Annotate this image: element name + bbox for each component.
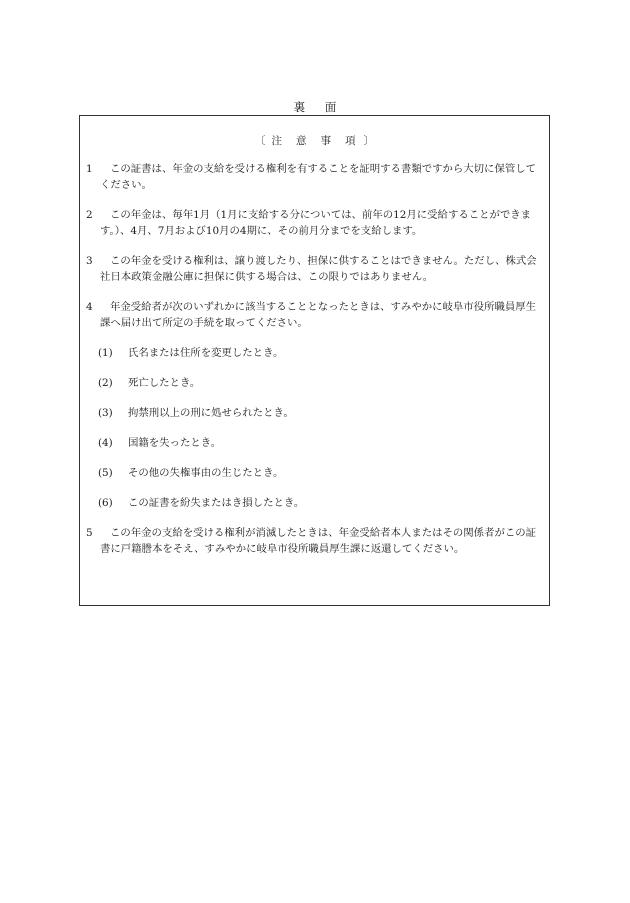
condition-text: 国籍を失ったとき。 <box>128 437 222 449</box>
condition-number: (6) <box>98 497 113 509</box>
condition-text: 拘禁刑以上の刑に処せられたとき。 <box>128 407 294 419</box>
condition-item <box>86 405 544 421</box>
condition-text: その他の失権事由の生じたとき。 <box>128 467 284 479</box>
title-char: 項 <box>345 135 358 147</box>
note-item-3 <box>86 253 544 285</box>
title-close-bracket: 〕 <box>363 135 374 147</box>
condition-text: 死亡したとき。 <box>128 377 201 389</box>
condition-number: (5) <box>98 467 113 479</box>
title-char: 事 <box>320 135 333 147</box>
notes-list <box>86 161 544 571</box>
note-number: 5 <box>86 527 93 539</box>
condition-number: (1) <box>98 347 113 359</box>
note-number: 3 <box>86 255 93 267</box>
note-text: 年金受給者が次のいずれかに該当することとなったときは、すみやかに岐阜市役所職員厚生課へ届け出て所定の手続を取ってください。 <box>100 301 537 329</box>
condition-item <box>86 345 544 361</box>
note-number: 1 <box>86 163 93 175</box>
condition-item <box>86 495 544 511</box>
title-char: 意 <box>296 135 309 147</box>
note-item-5 <box>86 525 544 557</box>
condition-number: (2) <box>98 377 113 389</box>
page-heading: 裏 面 <box>293 100 345 114</box>
note-number: 4 <box>86 301 93 313</box>
condition-text: 氏名または住所を変更したとき。 <box>128 347 284 359</box>
note-item-4 <box>86 299 544 331</box>
title-char: 注 <box>271 135 284 147</box>
condition-number: (4) <box>98 437 113 449</box>
note-text: この年金は、毎年1月（1月に支給する分については、前年の12月に受給することができます。）、4月、7月および10月の4期に、その前月分までを支給します。 <box>100 209 532 237</box>
condition-item <box>86 375 544 391</box>
note-item-2 <box>86 207 544 239</box>
note-text: この年金の支給を受ける権利が消滅したときは、年金受給者本人またはその関係者がこの証書に戸籍謄本をそえ、すみやかに岐阜市役所職員厚生課に返還してください。 <box>100 527 537 555</box>
condition-number: (3) <box>98 407 113 419</box>
note-text: この年金を受ける権利は、譲り渡したり、担保に供することはできません。ただし、株式会社日本政策金融公庫に担保に供する場合は、この限りではありません。 <box>100 255 537 283</box>
note-number: 2 <box>86 209 93 221</box>
condition-item <box>86 465 544 481</box>
note-item-1 <box>86 161 544 193</box>
notice-title <box>80 133 549 148</box>
note-text: この証書は、年金の支給を受ける権利を有することを証明する書類ですから大切に保管してください。 <box>100 163 537 191</box>
title-open-bracket: 〔 <box>255 135 266 147</box>
condition-item <box>86 435 544 451</box>
notice-box <box>79 115 550 606</box>
condition-text: この証書を紛失またはき損したとき。 <box>128 497 305 509</box>
condition-sublist <box>86 345 544 511</box>
